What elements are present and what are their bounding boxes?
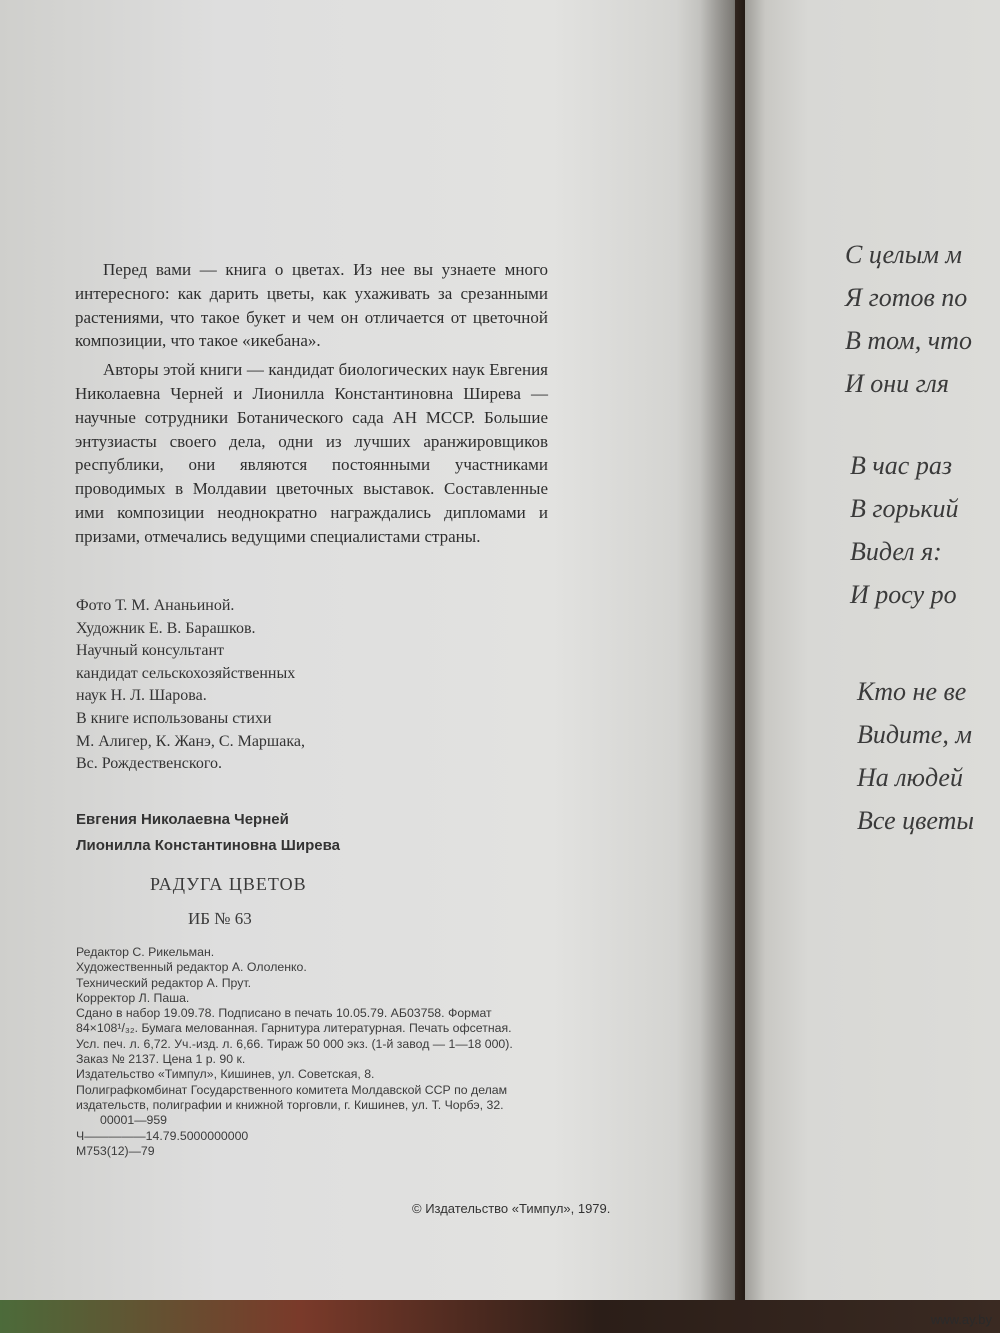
imprint-line: Заказ № 2137. Цена 1 р. 90 к. [76,1052,246,1067]
imprint-line: Полиграфкомбинат Государственного комитета Молдавской ССР по делам [76,1082,508,1097]
tablecloth-edge [0,1300,1000,1333]
authors-block [76,807,340,859]
site-watermark: www.ay.by [930,1312,992,1327]
imprint-line: Редактор С. Рикельман. [76,945,215,959]
poem-line: На людей [857,763,963,792]
poem-line: С целым м [845,240,963,269]
book-title: РАДУГА ЦВЕТОВ [150,874,307,894]
credits-block [76,595,536,776]
poem-line: Видел я: [850,537,942,566]
credit-line: М. Алигер, К. Жанэ, С. Маршака, [76,732,305,750]
poem-line: В час раз [850,451,952,480]
poem-line: Я готов по [845,283,968,312]
credit-line: Вс. Рождественского. [76,755,223,773]
imprint-line: Корректор Л. Паша. [76,990,190,1005]
credit-line: наук Н. Л. Шарова. [76,687,207,705]
imprint-line: Ч—————14.79.5000000000 [76,1128,249,1143]
author-name: Евгения Николаевна Черней [76,811,289,828]
credit-line: В книге использованы стихи [76,709,272,727]
imprint-line: издательств, полиграфии и книжной торговли, г. Кишинев, ул. Т. Чорбэ, 32. [76,1097,504,1112]
credit-line: кандидат сельскохозяйственных [76,664,296,682]
imprint-line: 00001—959 [100,1113,168,1128]
abstract-paragraph-1: Перед вами — книга о цветах. Из нее вы узнаете много интересного: как дарить цветы, как ухаживать за срезанными растениями, что такое букет и чем он отличается от цветочной композиции, что такое «икебана». [75,260,548,351]
imprint-line: Сдано в набор 19.09.78. Подписано в печать 10.05.79. АБ03758. Формат [76,1006,492,1021]
imprint-line: Издательство «Тимпул», Кишинев, ул. Советская, 8. [76,1067,375,1082]
poem-line: И росу ро [850,580,957,609]
poem-stanza-3 [857,670,974,842]
poem-line: В том, что [845,326,972,355]
credit-line: Художник Е. В. Барашков. [76,619,256,637]
poem-line: Кто не ве [857,677,967,706]
ib-number: ИБ № 63 [188,909,252,928]
poem-stanza-1 [845,233,972,405]
poem-line: И они гля [845,369,949,398]
book-abstract [75,258,548,554]
imprint-line: Усл. печ. л. 6,72. Уч.-изд. л. 6,66. Тираж 50 000 экз. (1-й завод — 1—18 000). [76,1036,513,1051]
imprint-line: Художественный редактор А. Ололенко. [76,960,307,975]
credit-line: Фото Т. М. Ананьиной. [76,597,235,614]
credit-line: Научный консультант [76,642,224,660]
poem-line: В горький [850,494,959,523]
abstract-paragraph-2: Авторы этой книги — кандидат биологических наук Евгения Николаевна Черней и Лионилла Константиновна Ширева — научные сотрудники Ботанического сада АН МССР. Большие энтузиасты своего дела, одни из лучших аранжировщиков республики, они являются постоянными участниками проводимых в Молдавии цветочных выставок. Составленные ими композиции неоднократно награждались дипломами и призами, отмечались ведущими специалистами страны. [75,360,548,546]
poem-stanza-2 [850,444,959,616]
copyright-notice: © Издательство «Тимпул», 1979. [412,1201,611,1216]
poem-line: Видите, м [857,720,972,749]
imprint-line: 84×108¹/₃₂. Бумага мелованная. Гарнитура литературная. Печать офсетная. [76,1021,512,1036]
imprint-block [76,945,686,1159]
author-name: Лионилла Константиновна Ширева [76,837,340,854]
poem-line: Все цветы [857,806,974,835]
imprint-line: М753(12)—79 [76,1143,155,1158]
right-page [745,0,1000,1333]
imprint-line: Технический редактор А. Прут. [76,975,252,990]
